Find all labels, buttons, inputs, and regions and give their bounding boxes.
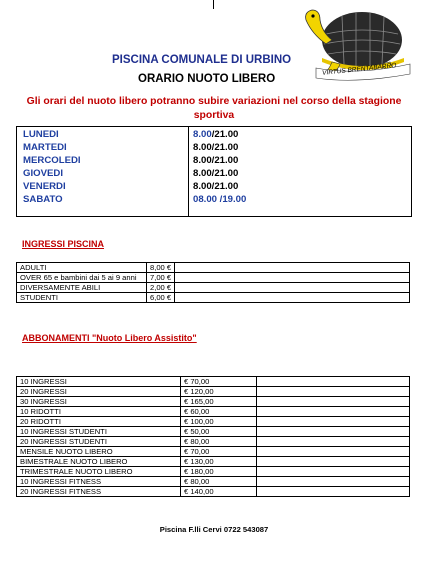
table-row [17, 263, 410, 273]
abbonamenti-title: ABBONAMENTI "Nuoto Libero Assistito" [22, 333, 197, 343]
empty-cell [257, 417, 410, 427]
item-price: 6,00 € [147, 293, 175, 303]
logo-text: VIRTUS BRENTABARRO [321, 62, 397, 77]
schedule-day: SABATO [23, 194, 63, 205]
schedule-day: LUNEDI [23, 129, 59, 140]
schedule-hours [193, 194, 246, 205]
empty-cell [257, 447, 410, 457]
table-row [17, 273, 410, 283]
empty-cell [175, 263, 410, 273]
item-label: 20 RIDOTTI [17, 417, 181, 427]
item-price: € 165,00 [181, 397, 257, 407]
empty-cell [257, 477, 410, 487]
schedule-hours [193, 168, 238, 179]
schedule-hours-text: 8.00/21.00 [193, 181, 239, 192]
item-price: € 80,00 [181, 437, 257, 447]
ingressi-title: INGRESSI PISCINA [22, 239, 105, 249]
item-price: € 120,00 [181, 387, 257, 397]
schedule-day: MARTEDI [23, 142, 67, 153]
empty-cell [257, 437, 410, 447]
empty-cell [175, 273, 410, 283]
table-row [17, 387, 410, 397]
schedule-hours [193, 155, 238, 166]
schedule-hours-highlight: 08.00 /19.00 [193, 194, 247, 205]
table-row [17, 397, 410, 407]
schedule-hours [193, 142, 238, 153]
top-rule [213, 0, 214, 9]
item-label: 10 INGRESSI FITNESS [17, 477, 181, 487]
schedule-hours-highlight: 8.00 [193, 129, 212, 140]
item-label: OVER 65 e bambini dai 5 ai 9 anni [17, 273, 147, 283]
page-subtitle: ORARIO NUOTO LIBERO [138, 73, 276, 85]
item-price: € 70,00 [181, 377, 257, 387]
schedule-table [16, 126, 412, 217]
table-row [17, 477, 410, 487]
item-price: € 140,00 [181, 487, 257, 497]
table-row [17, 457, 410, 467]
schedule-hours [193, 181, 238, 192]
item-price: 8,00 € [147, 263, 175, 273]
empty-cell [175, 293, 410, 303]
ingressi-table [16, 262, 410, 303]
table-row [17, 293, 410, 303]
footer-contact: Piscina F.lli Cervi 0722 543087 [159, 525, 269, 534]
empty-cell [175, 283, 410, 293]
empty-cell [257, 467, 410, 477]
item-label: 10 INGRESSI [17, 377, 181, 387]
empty-cell [257, 377, 410, 387]
empty-cell [257, 387, 410, 397]
page-title: PISCINA COMUNALE DI URBINO [112, 54, 292, 66]
table-row [17, 437, 410, 447]
table-row [17, 447, 410, 457]
item-price: € 100,00 [181, 417, 257, 427]
item-price: € 50,00 [181, 427, 257, 437]
schedule-day: VENERDI [23, 181, 66, 192]
item-label: 10 INGRESSI STUDENTI [17, 427, 181, 437]
table-row [17, 467, 410, 477]
schedule-day: MERCOLEDI [23, 155, 81, 166]
item-price: € 80,00 [181, 477, 257, 487]
empty-cell [257, 397, 410, 407]
item-price: € 60,00 [181, 407, 257, 417]
item-price: € 70,00 [181, 447, 257, 457]
item-price: € 180,00 [181, 467, 257, 477]
item-label: MENSILE NUOTO LIBERO [17, 447, 181, 457]
item-label: 10 RIDOTTI [17, 407, 181, 417]
item-label: 20 INGRESSI STUDENTI [17, 437, 181, 447]
schedule-hours [193, 129, 238, 140]
table-row [17, 427, 410, 437]
item-label: 30 INGRESSI [17, 397, 181, 407]
empty-cell [257, 407, 410, 417]
table-row [17, 417, 410, 427]
item-label: BIMESTRALE NUOTO LIBERO [17, 457, 181, 467]
schedule-hours-text: /21.00 [211, 129, 239, 140]
empty-cell [257, 427, 410, 437]
table-row [17, 487, 410, 497]
abbonamenti-table [16, 376, 410, 497]
schedule-day: GIOVEDI [23, 168, 63, 179]
item-label: 20 INGRESSI FITNESS [17, 487, 181, 497]
table-row [17, 377, 410, 387]
item-label: 20 INGRESSI [17, 387, 181, 397]
empty-cell [257, 487, 410, 497]
schedule-notice: Gli orari del nuoto libero potranno subire variazioni nel corso della stagione sportiva [26, 96, 402, 121]
schedule-hours-text: 8.00/21.00 [193, 155, 239, 166]
item-price: 2,00 € [147, 283, 175, 293]
table-row [17, 407, 410, 417]
item-label: ADULTI [17, 263, 147, 273]
item-price: € 130,00 [181, 457, 257, 467]
item-label: STUDENTI [17, 293, 147, 303]
empty-cell [257, 457, 410, 467]
table-row [17, 283, 410, 293]
item-label: TRIMESTRALE NUOTO LIBERO [17, 467, 181, 477]
schedule-hours-text: 8.00/21.00 [193, 168, 239, 179]
item-price: 7,00 € [147, 273, 175, 283]
schedule-hours-text: 8.00/21.00 [193, 142, 239, 153]
item-label: DIVERSAMENTE ABILI [17, 283, 147, 293]
schedule-divider [188, 127, 189, 216]
